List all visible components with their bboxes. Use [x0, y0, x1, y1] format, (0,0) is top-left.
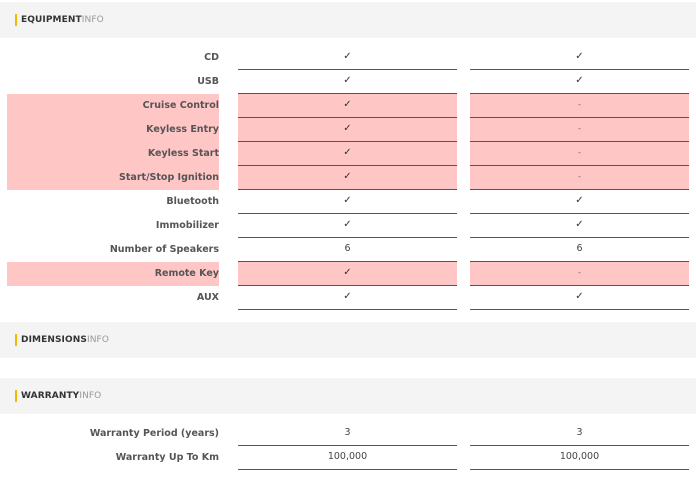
table-row: [0, 446, 696, 470]
dash-icon: -: [470, 94, 689, 118]
check-icon: ✓: [238, 94, 457, 118]
check-icon: ✓: [238, 190, 457, 214]
check-icon: ✓: [470, 46, 689, 70]
row-label: Keyless Start: [7, 142, 219, 166]
row-label: CD: [204, 52, 219, 63]
check-icon: ✓: [238, 46, 457, 70]
table-row: [0, 46, 696, 70]
value-cell: 6: [470, 238, 689, 262]
table-row: [0, 70, 696, 94]
value-cell: 100,000: [470, 446, 689, 470]
row-label: USB: [197, 76, 219, 87]
check-icon: ✓: [470, 70, 689, 94]
check-icon: ✓: [470, 190, 689, 214]
row-label: Bluetooth: [166, 196, 219, 207]
check-icon: ✓: [238, 166, 457, 190]
check-icon: ✓: [238, 118, 457, 142]
value-cell: 3: [238, 422, 457, 446]
check-icon: ✓: [238, 262, 457, 286]
table-row: [0, 286, 696, 310]
row-label: Cruise Control: [7, 94, 219, 118]
check-icon: ✓: [470, 214, 689, 238]
value-cell: 3: [470, 422, 689, 446]
dash-icon: -: [470, 142, 689, 166]
table-row: [0, 118, 696, 142]
check-icon: ✓: [238, 70, 457, 94]
row-label: Warranty Up To Km: [115, 452, 219, 463]
row-label: Keyless Entry: [7, 118, 219, 142]
dimensions-section-header[interactable]: [0, 322, 696, 358]
dash-icon: -: [470, 118, 689, 142]
table-row: [0, 142, 696, 166]
check-icon: ✓: [238, 214, 457, 238]
table-row: [0, 422, 696, 446]
value-cell: 100,000: [238, 446, 457, 470]
table-row: [0, 166, 696, 190]
table-row: [0, 238, 696, 262]
warranty-section-title: WARRANTYINFO: [15, 390, 101, 402]
equipment-section-header[interactable]: [0, 2, 696, 38]
row-label: Start/Stop Ignition: [7, 166, 219, 190]
table-row: [0, 214, 696, 238]
table-row: [0, 190, 696, 214]
row-label: AUX: [196, 292, 219, 303]
row-label: Number of Speakers: [109, 244, 219, 255]
dash-icon: -: [470, 166, 689, 190]
row-label: Immobilizer: [155, 220, 219, 231]
row-label: Remote Key: [7, 262, 219, 286]
row-label: Warranty Period (years): [89, 428, 219, 439]
table-row: [0, 94, 696, 118]
warranty-section-header[interactable]: [0, 378, 696, 414]
table-row: [0, 262, 696, 286]
check-icon: ✓: [238, 286, 457, 310]
value-cell: 6: [238, 238, 457, 262]
dimensions-section-title: DIMENSIONSINFO: [15, 334, 109, 346]
check-icon: ✓: [470, 286, 689, 310]
check-icon: ✓: [238, 142, 457, 166]
dash-icon: -: [470, 262, 689, 286]
equipment-section-title: EQUIPMENTINFO: [15, 14, 104, 26]
